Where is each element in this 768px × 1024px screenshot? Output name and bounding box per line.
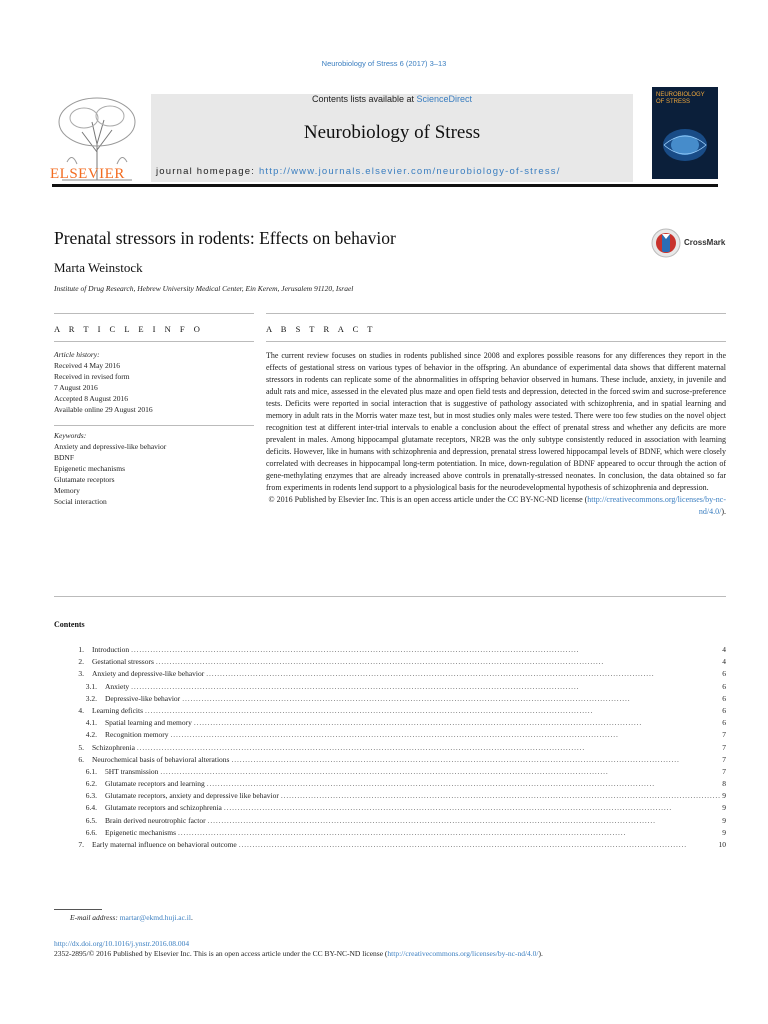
toc-entry-number: 6.3. <box>85 791 97 801</box>
keyword-item: BDNF <box>54 453 75 462</box>
article-history <box>54 349 254 415</box>
toc-entry-page: 7 <box>722 730 726 740</box>
abstract-license-link[interactable]: http://creativecommons.org/licenses/by-nc-nd/4.0/ <box>587 495 726 516</box>
toc-entry-number: 3. <box>78 669 84 679</box>
footer-license <box>54 949 543 958</box>
toc-entry-label[interactable]: Recognition memory <box>105 730 169 740</box>
toc-leader-dots <box>156 657 720 666</box>
table-of-contents <box>54 645 726 852</box>
toc-entry-page: 6 <box>722 681 726 691</box>
article-title: Prenatal stressors in rodents: Effects on behavior <box>54 228 396 248</box>
toc-leader-dots <box>231 755 720 764</box>
crossmark-icon[interactable] <box>651 228 681 258</box>
toc-entry-page: 9 <box>722 803 726 813</box>
abstract-rule-top <box>266 313 726 314</box>
toc-entry-label[interactable]: Early maternal influence on behavioral outcome <box>92 840 237 849</box>
toc-entry-number: 3.1. <box>85 681 97 691</box>
footer-license-close: ). <box>538 949 543 958</box>
toc-entry-label[interactable]: Glutamate receptors, anxiety and depressive like behavior <box>105 791 279 801</box>
toc-entry-page: 6 <box>722 718 726 728</box>
history-item: 7 August 2016 <box>54 383 98 392</box>
toc-leader-dots <box>206 669 720 678</box>
abstract-heading: A B S T R A C T <box>266 324 376 334</box>
toc-entry[interactable] <box>54 791 726 803</box>
toc-leader-dots <box>178 828 720 837</box>
toc-entry-label[interactable]: Glutamate receptors and schizophrenia <box>105 803 222 813</box>
keywords-rule <box>54 425 254 426</box>
email-label: E-mail address: <box>70 913 120 922</box>
abstract-rule <box>266 341 726 342</box>
toc-leader-dots <box>131 682 720 691</box>
author-name: Marta Weinstock <box>54 260 143 275</box>
toc-entry-label[interactable]: Spatial learning and memory <box>105 718 192 728</box>
toc-entry-page: 10 <box>718 840 726 849</box>
abstract-end-rule <box>54 596 726 597</box>
toc-entry-label[interactable]: Anxiety and depressive-like behavior <box>92 669 205 679</box>
toc-entry-label[interactable]: Glutamate receptors and learning <box>105 779 205 789</box>
toc-entry-page: 4 <box>722 645 726 654</box>
toc-entry[interactable] <box>54 694 726 706</box>
crossmark-label[interactable]: CrossMark <box>684 238 726 247</box>
toc-entry[interactable] <box>54 767 726 779</box>
toc-leader-dots <box>137 743 720 752</box>
toc-leader-dots <box>182 694 720 703</box>
journal-title: Neurobiology of Stress <box>303 122 481 143</box>
cover-title <box>656 92 716 106</box>
toc-entry-page: 7 <box>722 742 726 752</box>
keyword-item: Glutamate receptors <box>54 475 115 484</box>
abstract-text: The current review focuses on studies in rodents published since 2008 and explores possible reasons for any differences they report in the effects of gestational stress on various types of behavior in the offspring. An abundance of experimental data shows that different maternal stressors in rodents can replicate some of the abnormalities in offspring behavior observed in humans. These include, anxiety, in juvenile and adult rats and mice, assessed in the elevated plus maze and open field tests and depression, detected in the forced swim and sucrose-preference tests. Deficits were reported in social interaction that is suggestive of pathology associated with schizophrenia, and in spatial learning and memory in adult rats in the Morris water maze test, but in most studies only males were tested. There were too few studies on the novel object recognition test at different inter-trial intervals to enable a conclusion about the effect of prenatal stress and whether any deficits are more prevalent in males. Among hippocampal glutamate receptors, NR2B was the only subtype consistently reduced in association with learning deficits. However, like in humans with schizophrenia and depression, prenatal stress lowered hippocampal levels of BDNF, which were closely correlated with decreases in hippocampal long-term potentiation. In mice, down-regulation of BDNF appeared to occur through the action of gene-methylating enzymes that are already increased above controls in prenatally-stressed neonates. In conclusion, the data obtained so far from experiments in rodents lend support to a physiological basis for the neurodevelopmental hypothesis of schizophrenia and depression. <box>266 351 726 492</box>
article-info-rule-top <box>54 313 254 314</box>
toc-entry[interactable] <box>54 706 726 718</box>
toc-leader-dots <box>145 706 720 715</box>
toc-entry-number: 7. <box>78 840 84 849</box>
doi-link[interactable]: http://dx.doi.org/10.1016/j.ynstr.2016.08.004 <box>54 939 190 948</box>
history-item: Accepted 8 August 2016 <box>54 394 128 403</box>
toc-leader-dots <box>224 803 720 812</box>
toc-leader-dots <box>207 779 721 788</box>
toc-entry-number: 4.2. <box>85 730 97 740</box>
toc-entry-page: 6 <box>722 705 726 715</box>
journal-homepage-line <box>156 166 561 177</box>
cover-title-line2: OF STRESS <box>656 99 691 105</box>
toc-entry[interactable] <box>54 779 726 791</box>
homepage-link[interactable]: http://www.journals.elsevier.com/neurobiology-of-stress/ <box>258 166 561 177</box>
toc-entry[interactable] <box>54 669 726 681</box>
toc-leader-dots <box>208 816 721 825</box>
footer-license-text: 2352-2895/© 2016 Published by Elsevier Inc. This is an open access article under the CC BY-NC-ND license ( <box>54 949 388 958</box>
article-info-heading: A R T I C L E I N F O <box>54 324 204 334</box>
toc-entry[interactable] <box>54 718 726 730</box>
toc-entry-number: 6.6. <box>85 827 97 837</box>
toc-leader-dots <box>131 645 720 654</box>
toc-entry-number: 2. <box>78 657 84 667</box>
toc-entry[interactable] <box>54 743 726 755</box>
abstract-license-close: ). <box>721 507 726 516</box>
toc-entry-number: 3.2. <box>85 693 97 703</box>
contents-available-text: Contents lists available at <box>311 94 417 104</box>
author-affiliation: Institute of Drug Research, Hebrew University Medical Center, Ein Kerem, Jerusalem 91120, Israel <box>54 284 354 293</box>
toc-entry[interactable] <box>54 828 726 840</box>
toc-entry-page: 7 <box>722 754 726 764</box>
toc-entry-label[interactable]: 5HT transmission <box>105 766 159 776</box>
keywords-block <box>54 430 254 507</box>
toc-entry-number: 6.1. <box>85 766 97 776</box>
toc-entry[interactable] <box>54 657 726 669</box>
toc-entry-page: 6 <box>722 693 726 703</box>
toc-entry-number: 1. <box>78 645 84 654</box>
history-label: Article history: <box>54 350 100 359</box>
toc-entry-page: 8 <box>722 779 726 789</box>
toc-entry-page: 9 <box>722 827 726 837</box>
toc-entry-page: 9 <box>722 791 726 801</box>
toc-entry-label[interactable]: Brain derived neurotrophic factor <box>105 815 206 825</box>
sciencedirect-link[interactable]: ScienceDirect <box>416 94 473 104</box>
abstract-license-text: © 2016 Published by Elsevier Inc. This is an open access article under the CC BY-NC-ND license ( <box>268 495 588 504</box>
toc-entry-page: 6 <box>722 669 726 679</box>
toc-entry-label[interactable]: Epigenetic mechanisms <box>105 827 177 837</box>
email-end: . <box>190 913 193 922</box>
history-item: Received in revised form <box>54 372 130 381</box>
toc-leader-dots <box>171 730 721 739</box>
toc-entry[interactable] <box>54 803 726 815</box>
toc-entry-label[interactable]: Neurochemical basis of behavioral alterations <box>92 754 230 764</box>
abstract-license <box>266 494 726 518</box>
history-item: Available online 29 August 2016 <box>54 405 153 414</box>
toc-entry-number: 6.4. <box>85 803 97 813</box>
toc-leader-dots <box>194 718 720 727</box>
toc-entry-label[interactable]: Introduction <box>92 645 130 654</box>
keywords-label: Keywords: <box>54 431 87 440</box>
toc-entry-number: 5. <box>78 742 84 752</box>
toc-entry-page: 7 <box>722 766 726 776</box>
contents-heading: Contents <box>54 620 85 629</box>
footnote-rule <box>54 909 102 910</box>
email-footnote <box>70 913 193 922</box>
toc-entry-label[interactable]: Depressive-like behavior <box>105 693 181 703</box>
publisher-wordmark: ELSEVIER <box>50 166 125 182</box>
abstract-body <box>266 350 726 518</box>
cover-title-line1: NEUROBIOLOGY <box>656 92 705 98</box>
toc-entry-number: 6.2. <box>85 779 97 789</box>
toc-leader-dots <box>281 791 720 800</box>
keyword-item: Memory <box>54 486 80 495</box>
footer-license-link[interactable]: http://creativecommons.org/licenses/by-nc-nd/4.0/ <box>387 949 539 958</box>
homepage-label: journal homepage: <box>156 166 259 177</box>
toc-entry[interactable] <box>54 730 726 742</box>
toc-entry[interactable] <box>54 816 726 828</box>
toc-entry[interactable] <box>54 645 726 657</box>
toc-entry[interactable] <box>54 755 726 767</box>
toc-entry-page: 9 <box>722 815 726 825</box>
toc-entry-number: 6. <box>78 754 84 764</box>
keyword-item: Social interaction <box>54 497 107 506</box>
toc-entry[interactable] <box>54 840 726 852</box>
toc-entry-label[interactable]: Schizophrenia <box>92 742 135 752</box>
history-item: Received 4 May 2016 <box>54 361 121 370</box>
toc-entry-number: 6.5. <box>85 815 97 825</box>
toc-entry[interactable] <box>54 682 726 694</box>
toc-entry-number: 4.1. <box>85 718 97 728</box>
header-divider <box>52 184 718 187</box>
contents-available-line <box>151 94 633 104</box>
keyword-item: Anxiety and depressive-like behavior <box>54 442 167 451</box>
toc-entry-label[interactable]: Gestational stressors <box>92 657 154 667</box>
email-link[interactable]: martar@ekmd.huji.ac.il <box>119 913 191 922</box>
article-info-rule <box>54 341 254 342</box>
toc-entry-page: 4 <box>722 657 726 667</box>
journal-citation[interactable]: Neurobiology of Stress 6 (2017) 3–13 <box>321 59 447 68</box>
toc-leader-dots <box>160 767 720 776</box>
keyword-item: Epigenetic mechanisms <box>54 464 126 473</box>
toc-entry-label[interactable]: Anxiety <box>105 681 130 691</box>
toc-entry-label[interactable]: Learning deficits <box>92 705 144 715</box>
toc-entry-number: 4. <box>78 705 84 715</box>
toc-leader-dots <box>239 840 717 849</box>
